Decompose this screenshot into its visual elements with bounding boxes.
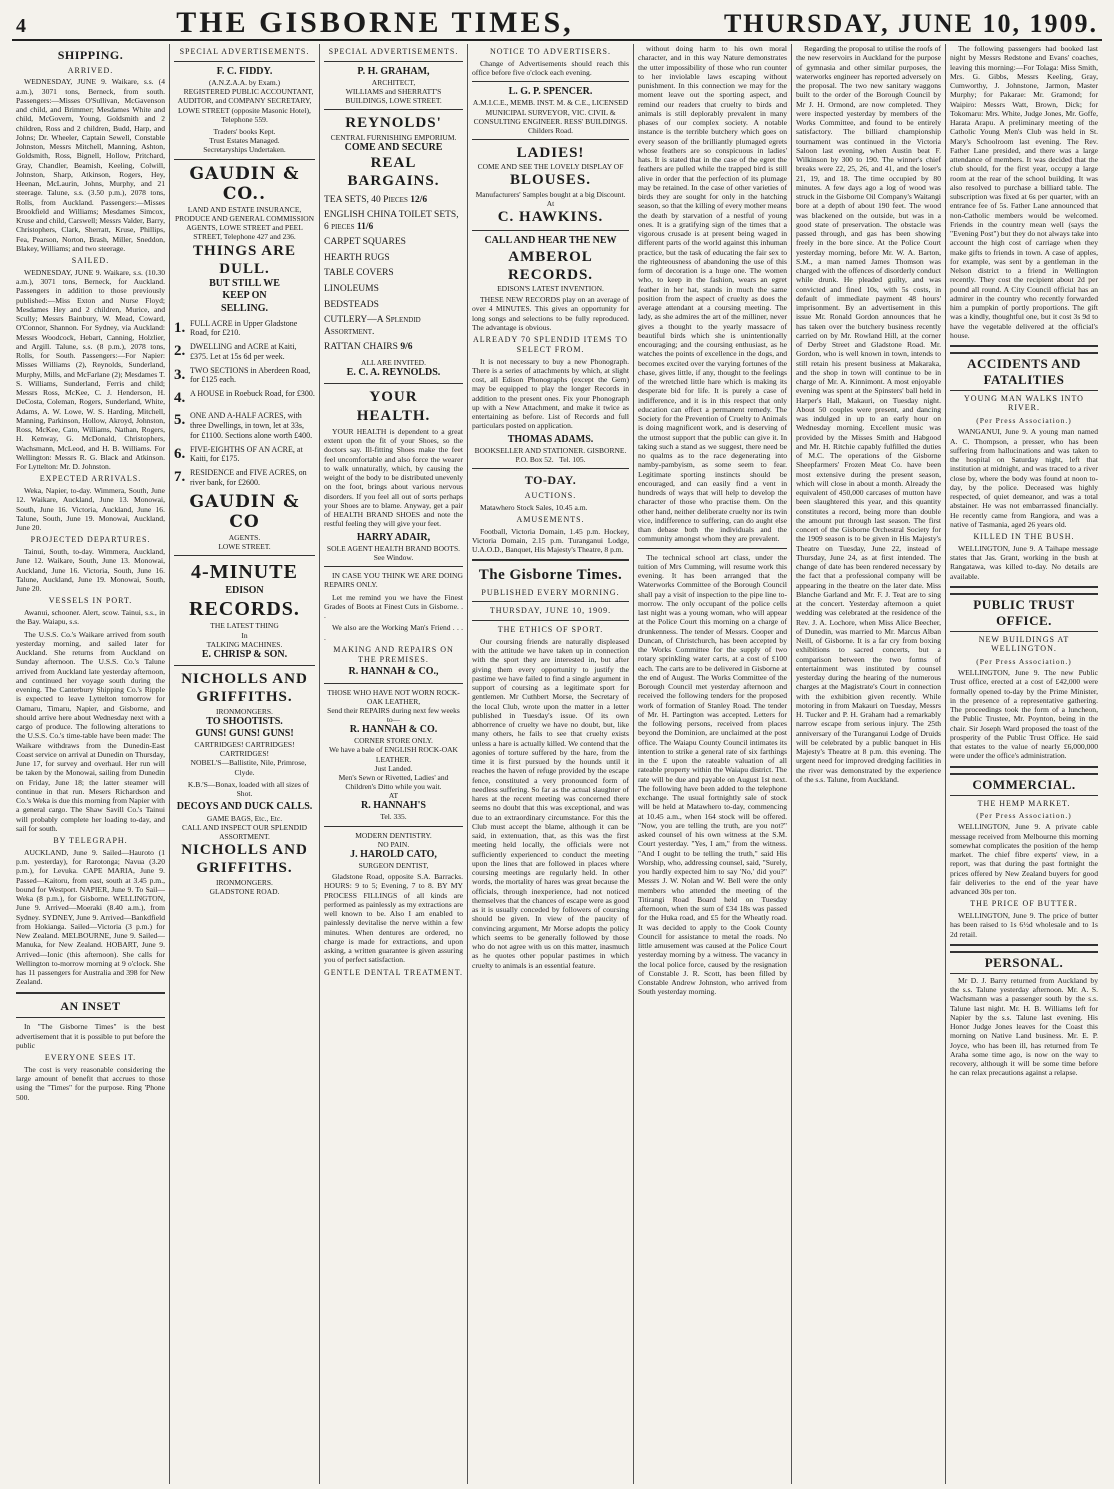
hawkins-ad <box>472 144 629 226</box>
butter-text: WELLINGTON, June 9. The price of butter has been raised to 1s 6½d wholesale and to 1s 2d retail. <box>950 911 1098 939</box>
inset-heading: AN INSET <box>60 998 121 1013</box>
chrisp-name: E. CHRISP & SON. <box>201 648 288 660</box>
hannah-2: R. HANNAH & CO. <box>349 724 438 736</box>
inset-text-2: The cost is very reasonable considering the large amount of benefit that accrues to those using the "Times" for the purpose. Ring 'Phone 500. <box>16 1064 165 1102</box>
hannah-ad <box>324 666 463 678</box>
newspaper-title: THE GISBORNE TIMES, <box>176 6 574 39</box>
item-name: TABLE COVERS <box>324 268 394 279</box>
paper-title: The Gisborne Times. <box>478 567 623 584</box>
amberol-ad <box>472 235 629 293</box>
property-item <box>174 389 315 407</box>
divider <box>324 683 463 684</box>
amusements-text: Football, Victoria Domain, 1.45 p.m. Hockey, Victoria Domain, 2.15 p.m. Turanganui Lodge, U.A.O.D., Banquet, His Majesty's Theatre, 8 p.m. <box>472 526 629 555</box>
property-number: 5. <box>174 412 186 429</box>
divider <box>174 555 315 556</box>
fiddy-sec: Secretaryships Undertaken. <box>203 145 286 155</box>
reynolds-item <box>324 284 463 296</box>
news-text-2: The technical school art class, under the tuition of Mrs Cumming, will resume work this evening. It has been arranged that the Waterworks Committee of the Borough Council shall pay a visit of inspection to the pipe line to-morrow. The only occupant of the police cells last night was a young woman, who will appear at the Police Court this morning on a charge of drunkenness. The tender of Messrs. Cooper and Duncan, of Christchurch, has been accepted by the Works Committee for the supply of two rotary sprinkling water carts, at a cost of £100 each. The carts are to be delivered in Gisborne at the end of August. The Works Committee of the Borough Council met yesterday afternoon and received the following tenders for the proposed work of formation of Stanley Road. The tender of Mr. H. Partington was accepted. Letters for the following persons, received from places beyond the Dominion, are unclaimed at the post office. The Waiapu County Council intimates its intention to strike a general rate of six farthings in the £ upon the rateable valuation of all rateable property within the Waiapu district. The rate will be due and payable on August 1st next. The following have been added to the telephone exchange. The usual fortnightly sale of stock will be held at Matawhero to-day, commencing at 10.45 a.m., when 164 stock will be offered. "Now, you are telling the truth, are you not?" asked counsel of his own witness at the S.M. Court yesterday. "Yes, I am," from the witness. "And I ought to be telling the truth," said His Worship, who, addressing counsel, said, "Surely, you hardly expected him to say 'No,' did you?" Messrs J. W. Nolan and W. Bell were the only members who attended the meeting of the Titirangi Road Board held on Tuesday afternoon, when the sum of £34 18s was passed for the Huka road, and £5 for the Wheatly road. It was decided to apply to the Cook County Council for assistance to metal the roads. No little amusement was caused at the Police Court yesterday morning by a witness. The vacancy in the local police force, caused by the resignation of Constable J. R. Scott, has been filled by Constable Andrew Johnston, who arrived from South yesterday morning. <box>638 552 787 997</box>
fiddy-ad <box>174 66 315 155</box>
inspect: CALL AND INSPECT OUR SPLENDID ASSORTMENT. <box>181 822 307 841</box>
cato-name: J. HAROLD CATO, <box>350 848 437 860</box>
dull-line-3: BUT STILL WE <box>209 278 280 290</box>
adair-ad <box>324 532 463 562</box>
cato-text: Gladstone Road, opposite S.A. Barracks. HOURS: 9 to 5; Evening, 7 to 8. BY MY PROCESS FILLINGS of all kinds are performed as painlessly as my extractions are well known to be. Also I am enabled to painlessly devitalise the nerve within a few minutes. When dentures are ordered, no charge is made for extractions, and upon asking, a written guarantee is given assuring you of perfect satisfaction. <box>324 872 463 965</box>
property-list <box>174 319 315 488</box>
property-item <box>174 468 315 488</box>
shootists: TO SHOOTISTS. <box>206 715 283 727</box>
item-price: 9/6 <box>400 342 413 353</box>
young-man-heading: YOUNG MAN WALKS INTO RIVER. <box>964 393 1084 413</box>
shipping-notes: The U.S.S. Co.'s Waikare arrived from south yesterday morning, and sailed later for Auckland. She returns from Auckland on Sunday afternoon. The U.S.S. Co.'s Talune arrived from Auckland late yesterday afternoon, and continued her voyage south during the evening. The Canterbury Shipping Co.'s Ripple is expected to leave Lyttelton tomorrow for Oamaru, Timaru, Napier, and Gisborne, and should arrive here about Wednesday next with a cargo of produce. The following alterations to the U.S.S. Co.'s time-table have been made: The Waikare withdraws from the Dunedin-East Coast service on arrival at Dunedin on Thursday, June 17, for survey and overhaul. Her run will be taken by the Monowai, sailing from Dunedin on Friday, June 18; the latter steamer will continue in that run. Mesers Richardson and Co.'s Weka is due this morning from Napier with a general cargo. The Shaw Savill Co.'s Tainui will probably complete her loading to-day, and sail for south. <box>16 629 165 833</box>
adams-contact <box>472 455 629 464</box>
cato-ad <box>324 831 463 871</box>
columns <box>12 44 1102 1484</box>
inset-text: In "The Gisborne Times" is the best advertisement that it is possible to put before the public <box>16 1022 165 1050</box>
spencer-text: A.M.I.C.E., MEMB. INST. M. & C.E., LICENSED MUNICIPAL SURVEYOR, VIC. CIVIL & CONSULTING ENGINEER. RESS' BUILDINGS. Childers Road. <box>472 98 629 135</box>
press-association-2: (Per Press Association.) <box>976 657 1072 667</box>
reynolds-ad <box>324 114 463 190</box>
edison-line-2: EDISON <box>225 584 264 596</box>
column-news-2 <box>792 44 946 1484</box>
hawkins-name: C. HAWKINS. <box>497 209 604 226</box>
ironmongers-2: IRONMONGERS. <box>216 877 273 887</box>
inset-caps: EVERYONE SEES IT. <box>44 1053 137 1062</box>
health-text: YOUR HEALTH is dependent to a great extent upon the fit of your Shoes, so the doctors say. Ill-fitting Shoes make the feet feel uncomfortable and also force the wearer to walk unnaturally, which, by causing the weight of the body to be distributed unevenly on the foot, brings about various nervous disorders. If you feel all out of sorts perhaps your Shoes are to blame. Anyway, get a pair of HEALTH BRAND SHOES and note the restful feeling they will give your feet. <box>324 426 463 529</box>
hemp-heading: THE HEMP MARKET. <box>977 798 1071 808</box>
graham-ad <box>324 66 463 106</box>
already: ALREADY 70 SPLENDID ITEMS TO SELECT FROM. <box>473 335 628 354</box>
gentle-dental: GENTLE DENTAL TREATMENT. <box>324 967 463 977</box>
divider <box>950 944 1098 946</box>
dull-line-2: DULL. <box>219 260 270 277</box>
adams-ad <box>472 434 629 464</box>
nobels: NOBEL'S—Ballistite, Nile, Primrose, Clyde. <box>190 758 307 777</box>
cartridges: CARTRIDGES! CARTRIDGES! CARTRIDGES! <box>194 740 295 759</box>
accidents-heading: ACCIDENTS AND FATALITIES <box>950 352 1098 391</box>
divider <box>324 109 463 110</box>
hemp-text: WELLINGTON, June 9. A private cable message received from Melbourne this morning somewhat complicates the position of the hemp market. The chief fibre experts' view, in a report, was that during the past fortnight the prices offered by New Zealand buyers for good fair deliveries to the end of the year have advanced 30s per ton. <box>950 822 1098 897</box>
health-line-1: YOUR <box>369 389 418 406</box>
divider <box>472 139 629 140</box>
port-text: Awanui, schooner. Alert, scow. Tainui, s.s., in the Bay. Waiapu, s.s. <box>16 608 165 627</box>
property-number: 6. <box>174 445 186 462</box>
property-number: 4. <box>174 390 186 407</box>
edison-latest: THE LATEST THING <box>210 621 279 631</box>
fiddy-trust: Trust Estates Managed. <box>209 136 280 146</box>
issue-date: THURSDAY, JUNE 10, 1909. <box>723 9 1098 38</box>
gaudin-2-address: LOWE STREET. <box>218 542 271 552</box>
working-text: We also are the Working Man's Friend . . . . <box>324 623 463 642</box>
edison-line-1: 4-MINUTE <box>191 561 298 584</box>
dull-line-1: THINGS ARE <box>193 242 296 259</box>
divider <box>472 620 629 621</box>
blouses: BLOUSES. <box>510 172 591 189</box>
edison-talking: TALKING MACHINES. <box>206 639 283 649</box>
gaudin-agents-ad <box>174 492 315 552</box>
nicholls-line-1: NICHOLLS AND <box>181 671 308 688</box>
come-see: COME AND SEE THE LOVELY DISPLAY OF <box>477 162 624 172</box>
rock-oak-ad <box>324 688 463 822</box>
amberol-text: THESE NEW RECORDS play on an average of over 4 MINUTES. This gives an opportunity for long songs and selections to be fully reproduced. The advantage is obvious. <box>472 295 629 332</box>
spencer-ad <box>472 86 629 135</box>
divider <box>16 1017 165 1018</box>
news-text-3: Regarding the proposal to utilise the roofs of the new reservoirs in Auckland for the purpose of gymnasia and other similar purposes, the waterworks engineer has reported adversely on the proposal. The two new sanitary waggons built to the order of the Borough Council by Mr J. H. Ormond, are now completed. They were inspected yesterday by members of the Works Committee, and found to be entirely satisfactory. The billiard championship tournament was continued in the Victoria Saloon last evening, when Austin beat F. Wilkinson by 300 to 190. The winner's chief breaks were 22, 25, 26, and 41, and the loser's 21, 19, and 18. The time occupied by 80 minutes. A few days ago a log of wood was struck in the Gisborne Oil Company's Waitangi bore at a depth of about 190 feet. The wood was blackened on the outside, but was in a good state of preservation. The obstacle was passed through, and gas has been showing freely in the bore since. At the Police Court yesterday morning, before Mr. W. A. Barton, S.M., a man named James Thomson was charged with the offences of disorderly conduct while drunk. He pleaded guilty, and was convicted and fined 10s, with 5s costs, in default of immediate payment 48 hours' imprisonment. By an advertisement in this issue Mr. Ronald Gordon announces that he has taken over the butchery business recently carried on by Mr. Rowland Hill, at the corner of Derby Street and Gladstone Road. Mr. Gordon, who is well known in town, intends to still retain his present business at Makaraka, and the shop in town will continue to be in charge of Mr. A. Kinnimont. A most enjoyable evening was spent at the Spinsters' ball held in Harper's Hall, Makauri, on Tuesday night. About 50 couples were present, and dancing was indulged in up to an early hour on Wednesday morning. Excellent music was provided by the Misses Smith and Habgood and Mr. H. Ritchie capably fulfilled the duties of M.C. The operations of the Gisborne Sheepfarmers' Frozen Meat Co. have been most extensive during the present season, which will close in about a month. Already the equivalent of 450,000 carcases of mutton have been slaughtered this year, and this quantity constitutes a record, being more than double the amount put through last season. The first concert of the Gisborne Orchestral Society for the 1909 season is to be given in His Majesty's Theatre on Tuesday, June 22, instead of Thursday, June 24, as at first intended. The change of date has been rendered necessary by the fact that a professional company will be appearing in the theatre on the later date. Miss Blanche Garland and Mr. F. J. Teat are to sing at the concert. Yesterday afternoon a quiet wedding was celebrated at the residence of the Rev. J. A. Lochore, when Miss Alice Beecher, of Dunedin, was married to Mr. Marcus Alban Neill, of Gisborne. It is a far cry from boxing exhibitions to sacred concerts, but a comparison between the two forms of entertainment was instituted by counsel yesterday during the hearing of the numerous charges at the Magistrate's Court in connection with the exhibition given recently. While motoring in from Makauri on Tuesday, Messrs H. Tucker and P. H. Graham had a remarkably narrow escape from serious injury. The 25th anniversary of the Turanganui Lodge of Druids will be celebrated by a public banquet in His Majesty's Theatre at 8 p.m. this evening. The urgent need for improved dredging facilities in the river was demonstrated by the experience of the s.s. Talune, from Auckland. <box>796 44 941 784</box>
kbs: K.B.'S—Bonax, loaded with all sizes of Shot. <box>187 779 310 799</box>
special-ads-heading-2: SPECIAL ADVERTISEMENTS. <box>328 47 459 56</box>
ethics-heading: THE ETHICS OF SPORT. <box>497 625 604 635</box>
notice-text: Change of Advertisements should reach this office before five o'clock each evening. <box>472 58 629 77</box>
adams-sub: BOOKSELLER AND STATIONER. GISBORNE. <box>474 445 627 455</box>
divider <box>472 81 629 82</box>
amusements-heading: AMUSEMENTS. <box>516 514 585 524</box>
today-heading: TO-DAY. <box>524 473 577 488</box>
property-number: 7. <box>174 469 186 486</box>
rock-oak: THOSE WHO HAVE NOT WORN ROCK-OAK LEATHER, <box>327 687 460 706</box>
reynolds-item <box>324 210 463 233</box>
case-text: IN CASE YOU THINK WE ARE DOING REPAIRS ONLY. <box>324 571 463 590</box>
young-man-text: WANGANUI, June 9. A young man named A. C. Thompson, a presser, who has been suffering from hallucinations and was taken to the hospital on Saturday night, left that institution at midnight, and was traced to a river close by, where the body was found at noon to-day, by the police. Deceased was highly respected, of quiet demeanor, and was a total abstainer. He was not embarrassed financially. He recently came from Rangiora, and was a native of Tasmania, aged 26 years old. <box>950 427 1098 529</box>
item-price: 12/6 <box>410 194 428 205</box>
dentistry: MODERN DENTISTRY. <box>355 830 432 840</box>
item-name: TEA SETS, 40 Pieces <box>324 194 408 205</box>
ironmongers: IRONMONGERS. <box>216 706 273 716</box>
column-shipping <box>12 44 170 1484</box>
press-association-3: (Per Press Association.) <box>976 811 1072 821</box>
bush-text: WELLINGTON, June 9. A Taihape message states that Jas. Grant, working in the bush at Rangatawa, was killed to-day. No details are available. <box>950 543 1098 581</box>
masthead <box>12 6 1102 41</box>
adair-sub: SOLE AGENT HEALTH BRAND BOOTS. <box>326 543 461 553</box>
column-news-3 <box>946 44 1102 1484</box>
adams-tel: Tel. 105. <box>559 455 586 465</box>
ladies: LADIES! <box>516 145 585 161</box>
divider <box>16 992 165 994</box>
sailed-heading: SAILED. <box>71 256 110 266</box>
fiddy-text: REGISTERED PUBLIC ACCOUNTANT, AUDITOR, and COMPANY SECRETARY, LOWE STREET (opposite Masonic Hotel), Telephone 559. <box>177 87 314 124</box>
bale-text: We have a bale of ENGLISH ROCK-OAK LEATHER. <box>329 745 458 764</box>
edison-ad <box>174 560 315 661</box>
auctions-heading: AUCTIONS. <box>524 490 577 500</box>
adams-name: THOMAS ADAMS. <box>507 433 594 445</box>
news-text-4: The following passengers had booked last night by Messrs Redstone and Evans' coaches, leaving this morning:—For Tolaga: Miss Smith, Mrs. G. Gibbs, Messrs Keeling, Gray, Cumworthy, J. Johnstone, Jarmon, Master Murphy; for Pakarae: Mr. Gramond; for Waipiro: Messrs Watt, Brown, Dick; for Tokomaru: Mrs. White, Judge Jones, Mr. Goffe, Harata Arapu. A preliminary meeting of the Catholic Young Men's Club was held in St. Mary's Schoolroom last evening. The Rev. Father Lane presided, and there was a large attendance of members. It was decided that the club should, for the first year, occupy a large room at the rear of the school building. It was also resolved to purchase a billiard table. The subscription was fixed at 6s per quarter, with an entrance fee of 5s. Father Lane announced that non-Catholic members would be welcomed. Friends in the country mean well (says the "Evening Post") but they do not always take into account the high cost of carriage when they make gifts to friends in town. A case of apples, for example, was sent by a gentleman in the Nelson district to a friend in Wellington recently. They cost the recipient about 2d per pound all round. A City Council official has an admirer in the country who recently forwarded him a pumpkin of portly proportions. The gift was a kindly, thoughtful one, but it cost 3s 9d to have the vegetable delivered at the official's house. <box>950 44 1098 340</box>
hannah-tel: Tel. 335. <box>380 812 407 822</box>
reynolds-name: REYNOLDS' <box>345 115 442 132</box>
property-text: DWELLING and ACRE at Kaiti, £375. Let at 15s 6d per week. <box>190 342 297 361</box>
divider <box>324 61 463 62</box>
expected-heading: EXPECTED ARRIVALS. <box>39 474 142 484</box>
adair-see: See Window. <box>373 552 414 562</box>
item-price: 11/6 <box>356 221 374 232</box>
sewn-text: Men's Sewn or Rivetted, Ladies' and Children's Ditto while you wait. <box>338 772 449 791</box>
personal-heading: PERSONAL. <box>950 951 1098 974</box>
divider <box>472 559 629 561</box>
divider <box>950 766 1098 768</box>
projected-heading: PROJECTED DEPARTURES. <box>30 535 151 545</box>
item-name: ENGLISH CHINA TOILET SETS, 6 pieces <box>324 210 459 232</box>
telegraph-text: AUCKLAND, June 9. Sailed—Hauroto (1 p.m. yesterday), for Rarotonga; Navua (3.20 p.m.), for Levuka. CAPE MARIA, June 9. Passed—Kaitoru, from east, south at 3.45 p.m., bound for Westport. NAPIER, June 9. To Sail—Weka (8 p.m.), for Gisborne. WELLINGTON, June 9. Arrived—Moeraki (8.40 a.m.), from Sydney. SYDNEY, June 9. Arrived—Bankdfield from Hokianga. Sailed—Victoria (3 p.m.) for New Zealand. MELBOURNE, June 9. Sailed—Manuka, for New Zealand. HOBART, June 9. Arrived—Ionic (this afternoon). She calls for Wellington to-morrow morning at 9 o'clock. She has 11 passengers for Australia and 398 for New Zealand. <box>16 847 165 987</box>
reynolds-invited: ALL ARE INVITED. <box>361 357 426 367</box>
graham-name: P. H. GRAHAM, <box>357 65 430 77</box>
divider <box>472 468 629 469</box>
property-text: A HOUSE in Roebuck Road, for £300. <box>190 389 315 399</box>
page-number: 4 <box>16 15 26 37</box>
case-text-2: Let me remind you we have the Finest Grades of Boots at Finest Cuts in Gisborne. . . <box>324 592 463 621</box>
hawkins-at: At <box>546 198 555 208</box>
property-text: ONE AND A-HALF ACRES, with three Dwellings, in town, let at 33s, for £1100. Sections alone worth £400. <box>190 411 313 440</box>
reynolds-item <box>324 253 463 265</box>
divider <box>324 383 463 384</box>
property-number: 2. <box>174 343 186 360</box>
port-heading: VESSELS IN PORT. <box>48 596 133 606</box>
nicholls-2-line-2: GRIFFITHS. <box>196 860 293 877</box>
samples: Manufacturers' Samples bought at a big Discount. <box>475 189 626 199</box>
amberol-text-2: It is not necessary to buy a new Phonograph. There is a series of attachments by which, at slight cost, all Edison Phonographs (except the Gem) may be equipped to play the longer Records in addition to the present ones. Fix your Phonograph up with a New Attachment, and make it twice as entertaining as before. List of Records and full particulars posted on application. <box>472 356 629 431</box>
divider <box>324 566 463 567</box>
gaudin-name: GAUDIN & CO.. <box>189 163 300 205</box>
arrived-heading: ARRIVED. <box>67 65 114 75</box>
property-text: TWO SECTIONS in Aberdeen Road, for £125 each. <box>190 365 311 385</box>
property-text: FIVE-EIGHTHS OF AN ACRE, at Kaiti, for £175. <box>190 444 303 464</box>
press-association-1: (Per Press Association.) <box>976 416 1072 426</box>
decoys: DECOYS AND DUCK CALLS. <box>176 801 313 813</box>
column-advertisements-2 <box>320 44 468 1484</box>
dull-line-5: SELLING. <box>221 302 268 314</box>
commercial-heading: COMMERCIAL. <box>950 773 1098 796</box>
nicholls-ad <box>174 670 315 896</box>
property-text: FULL ACRE in Upper Gladstone Road, for £210. <box>190 318 298 338</box>
just-landed: Just Landed. <box>374 763 413 773</box>
item-name: HEARTH RUGS <box>324 252 390 263</box>
hannah-3: R. HANNAH'S <box>360 800 426 812</box>
trust-text: WELLINGTON, June 9. The new Public Trust office, erected at a cost of £42,000 were formally opened to-day by the Prime Minister, in the presence of a representative gathering. The proceedings took the form of a luncheon, the Public Trustee, Mr. Poynton, being in the chair. Sir Joseph Ward proposed the toast of the prosperity of the Public Trust Office. He said that estates to the value of nearly £6,000,000 were under the office's administration. <box>950 668 1098 761</box>
gamebags: GAME BAGS, Etc., Etc. <box>206 813 283 823</box>
property-item <box>174 342 315 362</box>
item-name: RATTAN CHAIRS <box>324 342 398 353</box>
graham-address: WILLIAMS and SHERRATT'S BUILDINGS, LOWE STREET. <box>345 87 442 106</box>
fiddy-name: F. C. FIDDY. <box>216 65 273 77</box>
divider <box>638 548 787 549</box>
at-text: AT <box>388 791 399 801</box>
property-number: 1. <box>174 319 186 336</box>
gaudin-2-name: GAUDIN & CO <box>189 491 300 533</box>
telegraph-heading: BY TELEGRAPH. <box>53 836 128 846</box>
divider <box>472 230 629 231</box>
reynolds-item <box>324 315 463 338</box>
nicholls-line-2: GRIFFITHS. <box>196 689 293 706</box>
reynolds-item <box>324 195 463 207</box>
personal-text: Mr D. J. Barry returned from Auckland by the s.s. Talune yesterday afternoon. Mr. A. S. Wachsmann was a passenger south by the s.s. Talune last night. Mr. H. B. Williams left for Napier by the s.s. Talune last evening. His Honor Judge Jones leaves for the Coast this morning on Native Land business. Mr. E. P. Joyce, who has been ill, has returned from Te Araha some time ago, is now on the way to recovery, although it will be some time before he can relax precautions against a relapse. <box>950 975 1098 1078</box>
nicholls-2-line-1: NICHOLLS AND <box>181 842 308 859</box>
cato-sub: SURGEON DENTIST, <box>358 861 429 871</box>
divider <box>950 345 1098 347</box>
column-advertisements-1 <box>170 44 320 1484</box>
edison-line-3: RECORDS. <box>189 598 300 621</box>
bush-heading: KILLED IN THE BUSH. <box>973 532 1075 542</box>
divider <box>472 601 629 602</box>
send-repairs: Send their REPAIRS during next few weeks to— <box>327 705 460 724</box>
health-line-2: HEALTH. <box>356 407 431 424</box>
dull-line-4: KEEP ON <box>222 290 267 302</box>
gaudin-ad <box>174 164 315 315</box>
auctions-text: Matawhero Stock Sales, 10.45 a.m. <box>480 502 588 512</box>
edison-in: In <box>241 630 248 640</box>
reynolds-footer <box>324 358 463 379</box>
reynolds-foot-name: E. C. A. REYNOLDS. <box>346 367 441 379</box>
gaudin-2-sub: AGENTS. <box>228 533 261 543</box>
reynolds-item <box>324 268 463 280</box>
expected-text: Weka, Napier, to-day. Wimmera, South, June 12. Waikare, Auckland, June 13. Monowai, South, June 16. Victoria, Auckland, June 16. Talune, South, June 19. Monowai, Auckland, June 20. <box>16 486 165 533</box>
shipping-heading: SHIPPING. <box>57 48 124 62</box>
graham-sub: ARCHITECT, <box>371 77 416 87</box>
amberol: AMBEROL RECORDS. <box>507 248 594 283</box>
fiddy-books: Traders' books Kept. <box>213 127 276 137</box>
property-number: 3. <box>174 366 186 383</box>
butter-heading: THE PRICE OF BUTTER. <box>970 899 1078 909</box>
trust-heading: PUBLIC TRUST OFFICE. <box>950 593 1098 632</box>
divider <box>174 159 315 160</box>
reynolds-sub: CENTRAL FURNISHING EMPORIUM. <box>330 132 457 142</box>
call-hear: CALL AND HEAR THE NEW <box>484 235 617 247</box>
ethics-text: Our coursing friends are naturally displeased with the attitude we have taken up in connection with the sport they are interested in, but after giving them every opportunity to justify the pastime we have failed to find a single argument in support of coursing as a legitimate sport for gentlemen. Mr Cuthbert Morse, the Secretary of the local Club, wrote upon the matter in a letter published in Tuesday's issue. Of its own abhorrence of cruelty we have no doubt, but, like many others, he fails to see that cruelty exists unless a hare is actually killed. We contend that the agonies of torture suffered by the hare, from the time it is first pursued by the hounds until it reaches the haven of refuge provided by the escape fence, constituted a very pronounced form of needless suffering. So far as the actual slaughter of hares at the recent meeting was concerned there seems no doubt that this was exceptional, and was due to an extraordinary circumstance. For this the Club must accept the blame, although it can be said, in extenuation, that, as this was the first meeting held locally, the officials were not sufficiently experienced to conduct the meeting upon the lines that are followed in places where coursing meetings are regularly held. In other words, the mortality of hares was great because the officials, through inexperience, had not noticed themselves that the chances of escape were as good as it is usually conceded by followers of coursing should be given. In view of the paucity of convincing argument, Mr Morse adopts the policy which seems to be generally followed by those who do not agree with us on this matter, inasmuch as he quotes other popular pastimes in which cruelty to animals is an essential feature. <box>472 636 629 970</box>
property-item <box>174 319 315 339</box>
amberol-sub: EDISON'S LATEST INVENTION. <box>497 284 604 294</box>
gaudin-text: LAND AND ESTATE INSURANCE, PRODUCE AND GENERAL COMMISSION AGENTS, LOWE STREET and PEEL STREET, Telephone 427 and 236. <box>174 204 315 242</box>
corner-store: CORNER STORE ONLY. <box>354 736 433 746</box>
divider <box>174 61 315 62</box>
reynolds-item <box>324 237 463 249</box>
arrived-text: WEDNESDAY, JUNE 9. Waikare, s.s. (4 a.m.), 3071 tons, Berneck, from south. Passengers:—Misses O'Sullivan, McGavenson and child, and Brimmer; Mesdames White and child, McGovern, Young, Goldsmith and 2 children, Ross and 2 children, Budd, Harp, and Johns; Dr. Wheeler, Captain Sewell, Constable Johnston, Messrs Mitchell, Manning, Ashton, Goldsmith, Ross, Bignell, Hollow, Pritchard, Gray, Chandler, Beamish, Keeling, Colwill, Johnston, Sharp, Atkinson, Rogers, Hey, Heenan, McLaurin, Johns, Murphy, and 21 steerage. Talune, s.s. (3.50 p.m.), 2078 tons, Rolls, from Auckland. Passengers:—Misses Brookfield and Williams; Mesdames Simcox, Kruse and child, Carswell; Messrs Valder, Barry, Christophers, Clark, Sherratt, Kruse, Phillips, Fea, Pearson, Norton, Brash, Miller, Sneddon, Blakey, Williams; and two steerage. <box>16 77 165 253</box>
reynolds-item <box>324 342 463 354</box>
item-name: CUTLERY—A Splendid Assortment. <box>324 315 421 337</box>
item-name: CARPET SQUARES <box>324 237 406 248</box>
divider <box>950 586 1098 588</box>
spencer-name: L. G. P. SPENCER. <box>508 86 593 98</box>
sailed-text: WEDNESDAY, JUNE 9. Waikare, s.s. (10.30 a.m.), 3071 tons, Berneck, for Auckland. Passengers in addition to those previously published:—Miss Exton and Nurse Floyd; Mesdames Hey and 2 children, Murice, and Scully; Messrs Bainbury, W. Mead, Coward, O'Connor, Shannon. For Sydney, via Auckland: Messrs Woodcock, Hebart, Canning, Holzlier, and Argill. Talune, s.s. (8 p.m.), 2078 tons, Rolls, for South. Passengers:—For Napier: Misses Williams (2), Reynolds, Sunderland, Murphy, Mills, and McFarlane (2); Mesdames T. S. Williams, Sunderland, Ferris and child; Messrs Ross, McKee, C. J. Henderson, H. DeCosta, Coleman, Rogers, Sunderland, White, Adams, A. W. Lowe, W. S. Harding, Mitchell, Manning, Parkinson, Hollow, Akroyd, Johnston, Ross, McKee, Cato, Williams, Nathan, Rogers, H. Kenway, G. McDonald, Christophers, Wachsmann, McLeod, and H. B. Williams. For Wellington: Messrs R. G. Black and Atkinson. For Lyttelton: Mr. D. Johnston. <box>16 267 165 472</box>
property-item <box>174 366 315 386</box>
item-name: BEDSTEADS <box>324 299 379 310</box>
adams-box: P.O. Box 52. <box>515 455 554 465</box>
no-pain: NO PAIN. <box>377 839 410 849</box>
published: PUBLISHED EVERY MORNING. <box>481 587 620 597</box>
projected-text: Tainui, South, to-day. Wimmera, Auckland, June 12. Waikare, South, June 13. Monowai, Auckland, June 16. Victoria, South, June 16. Talune, Auckland, June 19. Monowai, South, June 20. <box>16 547 165 594</box>
news-text-1: without doing harm to his own moral character, and in this way Nature demonstrates the utter impossibility of those who run counter to her inviolable laws escaping without punishment. In this connection we may for the moment leave out the sporting aspect, and remind our readers that cruelty to birds and animals is still deplorably prevalent in many phases of our complex society. A notable instance is the terrible butchery which goes on every season of the brilliantly plumaged egrets whose feathers are so conspicuous in ladies' hats. It is stated that in the case of the egret the feathers are pulled while the trapped bird is still alive in order that the perfection of its plumage may be retained. In the case of other varieties of birds they are sought for only in the hatching season, so that the killing of every mother means the death by starvation of a nestful of young ones. It is a gratifying sign of the times that a vigorous crusade is at present being waged in different parts of the world against this inhuman practice, but the task of educating the fair sex to the righteousness of abandoning the use of this form of decoration is a huge one. The women who, to keep in the fashion, wears an egret feather in her hat, stands in much the same position from the aspect of cruelty as does the average attendant at a coursing meeting. The lady, as she admires the art of the milliner, never gives a thought to the yearly massacre of beautiful birds which she is unintentionally encouraging; and the coursing enthusiast, as he watches the points of excellence in the dogs, and becomes excited over the varying fortunes of the chase, gives little, if any, thought to the feelings of the wretched little hare which is making its desperate bid for life. It is purely a case of indifference, and it is in this respect that only education can effect a permanent remedy. The Society for the Prevention of Cruelty to Animals is doing magnificent work, and is deserving of the utmost support that the public can give it. In taking such a stand as we suggest, there need be no qualms as to the race degenerating into namby-pambyism, as some seem to fear. Legitimate sporting instincts should be encouraged, and can easily find a vent in hundreds of ways that will help to develop the character of those who practise them. On the other hand, neither deliberate cruelty nor its twin vice, indifference to suffering, can do aught else than debase both the individuals and the community amongst whom they are prevalent. <box>638 44 787 544</box>
reynolds-come: COME AND SECURE <box>344 141 443 153</box>
gladstone-road: GLADSTONE ROAD. <box>209 886 280 896</box>
column-news-1 <box>634 44 792 1484</box>
health-ad <box>324 388 463 425</box>
divider <box>174 665 315 666</box>
making-repairs: MAKING AND REPAIRS ON THE PREMISES. <box>333 644 454 664</box>
notice-heading: NOTICE TO ADVERTISERS. <box>489 47 611 56</box>
adair-name: HARRY ADAIR, <box>356 531 431 543</box>
property-item <box>174 445 315 465</box>
guns: GUNS! GUNS! GUNS! <box>195 727 294 739</box>
trust-sub: NEW BUILDINGS AT WELLINGTON. <box>978 634 1070 654</box>
reynolds-items <box>324 195 463 354</box>
property-item <box>174 411 315 440</box>
property-text: RESIDENCE and FIVE ACRES, on river bank, for £2600. <box>190 468 307 487</box>
fiddy-sub: (A.N.Z.A.A. by Exam.) <box>208 77 281 87</box>
column-editorial <box>468 44 634 1484</box>
item-name: LINOLEUMS <box>324 284 379 295</box>
special-ads-heading: SPECIAL ADVERTISEMENTS. <box>179 47 310 56</box>
leader-date: THURSDAY, JUNE 10, 1909. <box>489 606 612 616</box>
divider <box>324 826 463 827</box>
hannah-name: R. HANNAH & CO., <box>348 666 439 678</box>
reynolds-item <box>324 300 463 312</box>
reynolds-bargains: REAL BARGAINS. <box>347 154 440 190</box>
